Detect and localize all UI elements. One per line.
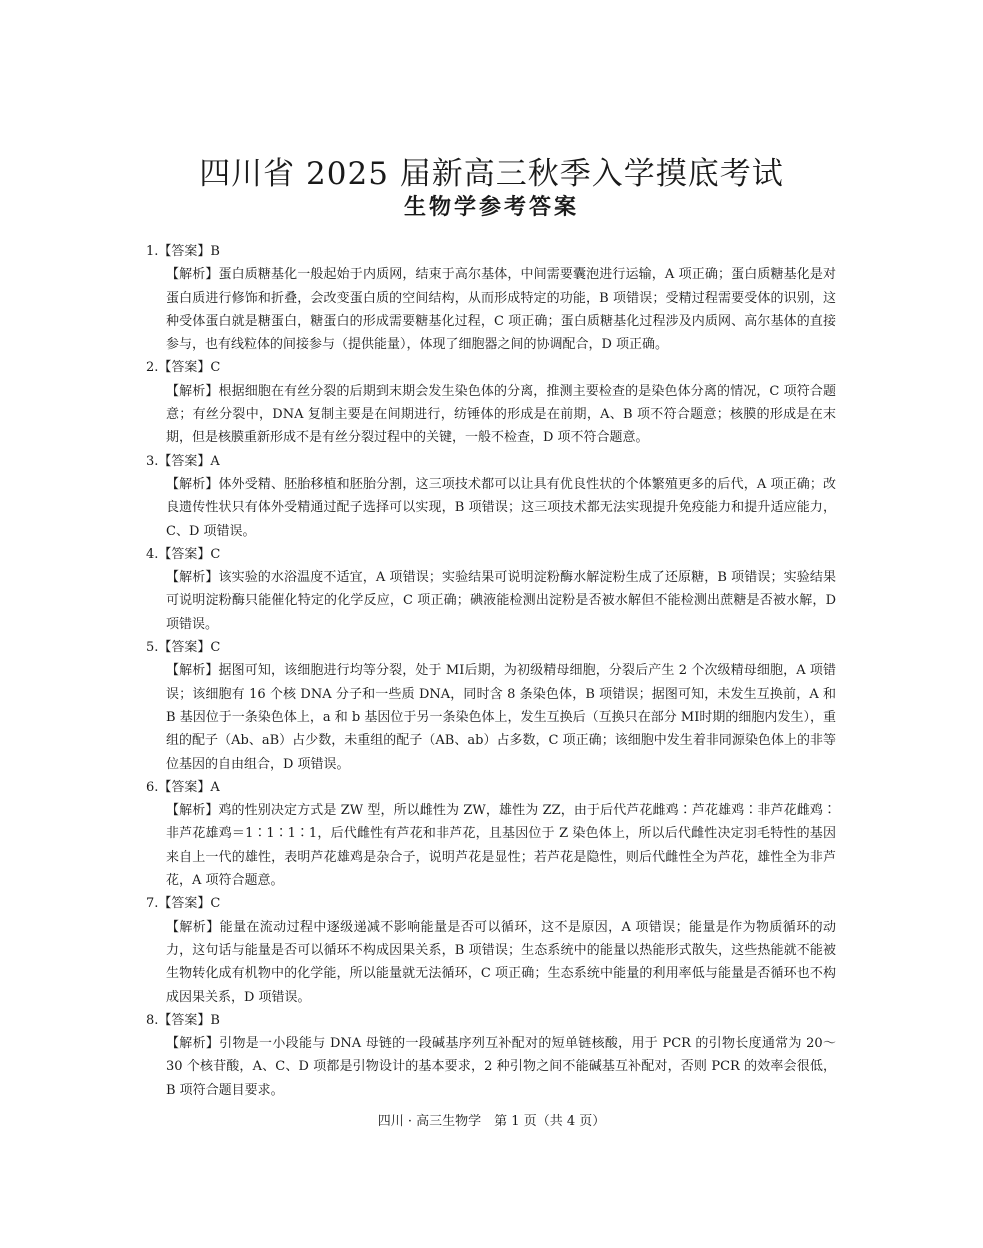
question-explanation: 【解析】据图可知，该细胞进行均等分裂，处于 MⅠ后期，为初级精母细胞，分裂后产生 2 个次级精母细胞，A 项错误；该细胞有 16 个核 DNA 分子和一些质 DNA，同时含 8 条染色体，B 项错误；据图可知，未发生互换前，A 和 B 基因位于一条染色体上，a 和 b 基因位于另一条染色体上，发生互换后（互换只在部分 MⅠ时期的细胞内发生），重组的配子（Ab、aB）占少数，未重组的配子（AB、ab）占多数，C 项正确；该细胞中发生着非同源染色体上的非等位基因的自由组合，D 项错误。 <box>166 663 836 772</box>
question-explanation: 【解析】体外受精、胚胎移植和胚胎分割，这三项技术都可以让具有优良性状的个体繁殖更多的后代，A 项正确；改良遗传性状只有体外受精通过配子选择可以实现，B 项错误；这三项技术都无法实现提升免疫能力和提升适应能力，C、D 项错误。 <box>166 476 836 539</box>
page-footer: 四川 · 高三生物学 第 1 页（共 4 页） <box>377 1114 606 1129</box>
question-explanation: 【解析】该实验的水浴温度不适宜，A 项错误；实验结果可说明淀粉酶水解淀粉生成了还原糖，B 项错误；实验结果可说明淀粉酶只能催化特定的化学反应，C 项正确；碘液能检测出淀粉是否被水解但不能检测出蔗糖是否被水解，D 项错误。 <box>166 570 836 632</box>
question-item <box>146 450 836 543</box>
question-answer: 5.【答案】C <box>146 640 221 656</box>
question-answer: 4.【答案】C <box>146 546 221 562</box>
question-explanation: 【解析】能量在流动过程中逐级递减不影响能量是否可以循环，这不是原因，A 项错误；能量是作为物质循环的动力，这句话与能量是否可以循环不构成因果关系，B 项错误；生态系统中的能量以热能形式散失，这些热能就不能被生物转化成有机物中的化学能，所以能量就无法循环，C 项正确；生态系统中能量的利用率低与能量是否循环也不构成因果关系，D 项错误。 <box>166 919 836 1005</box>
question-item <box>146 240 836 356</box>
question-answer: 3.【答案】A <box>146 453 220 469</box>
question-answer: 1.【答案】B <box>146 244 220 259</box>
page-subtitle: 生物学参考答案 <box>403 195 579 220</box>
question-item <box>146 543 836 636</box>
question-explanation: 【解析】根据细胞在有丝分裂的后期到末期会发生染色体的分离，推测主要检查的是染色体分离的情况，C 项符合题意；有丝分裂中，DNA 复制主要是在间期进行，纺锤体的形成是在前期，A、B 项不符合题意；核膜的形成是在末期，但是核膜重新形成不是有丝分裂过程中的关键，一般不检查，D 项不符合题意。 <box>166 383 836 446</box>
question-item <box>146 356 836 449</box>
question-item <box>146 636 836 776</box>
question-item <box>146 776 836 892</box>
question-explanation: 【解析】蛋白质糖基化一般起始于内质网，结束于高尔基体，中间需要囊泡进行运输，A 项正确；蛋白质糖基化是对蛋白质进行修饰和折叠，会改变蛋白质的空间结构，从而形成特定的功能，B 项错误；受精过程需要受体的识别，这种受体蛋白就是糖蛋白，糖蛋白的形成需要糖基化过程，C 项正确；蛋白质糖基化过程涉及内质网、高尔基体的直接参与，也有线粒体的间接参与（提供能量），体现了细胞器之间的协调配合，D 项正确。 <box>166 267 836 353</box>
question-answer: 2.【答案】C <box>146 360 221 376</box>
question-explanation: 【解析】鸡的性别决定方式是 ZW 型，所以雌性为 ZW，雄性为 ZZ，由于后代芦花雌鸡∶芦花雄鸡∶非芦花雌鸡∶非芦花雄鸡＝1∶1∶1∶1，后代雌性有芦花和非芦花，且基因位于 Z 染色体上，所以后代雌性决定羽毛特性的基因来自上一代的雄性，表明芦花雄鸡是杂合子，说明芦花是显性；若芦花是隐性，则后代雌性全为芦花，雄性全为非芦花，A 项符合题意。 <box>166 803 836 889</box>
answer-list <box>146 240 836 1102</box>
question-explanation: 【解析】引物是一小段能与 DNA 母链的一段碱基序列互补配对的短单链核酸，用于 PCR 的引物长度通常为 20～30 个核苷酸，A、C、D 项都是引物设计的基本要求，2 种引物之间不能碱基互补配对，否则 PCR 的效率会很低，B 项符合题目要求。 <box>166 1036 836 1098</box>
page-title: 四川省 2025 届新高三秋季入学摸底考试 <box>199 156 784 192</box>
question-answer: 7.【答案】C <box>146 896 221 912</box>
question-answer: 6.【答案】A <box>146 779 220 795</box>
question-item <box>146 892 836 1008</box>
question-answer: 8.【答案】B <box>146 1012 220 1028</box>
question-item <box>146 1009 836 1102</box>
